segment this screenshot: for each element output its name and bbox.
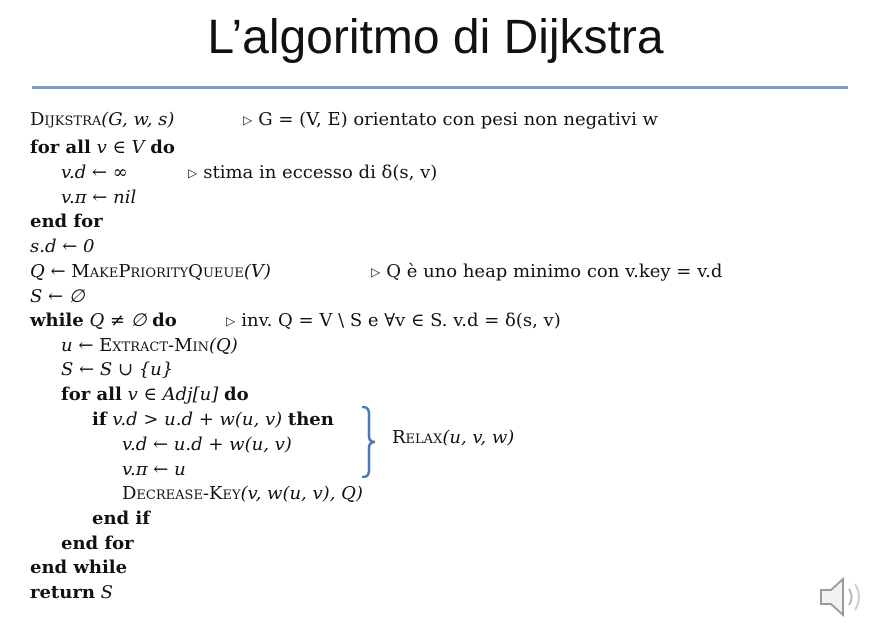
line-decrease-key: Decrease-Key(v, w(u, v), Q) (122, 483, 363, 504)
procedure-header (30, 108, 174, 132)
line-make-queue: Q ← MakePriorityQueue(V) (30, 261, 271, 282)
line-for-adj: for all v ∈ Adj[u] do (61, 384, 249, 405)
relax-annotation: Relax(u, v, w) (392, 427, 515, 448)
line-while: while Q ≠ ∅ do (30, 310, 177, 331)
line-init-d: v.d ← ∞ (61, 162, 128, 183)
line-end-for: end for (30, 211, 103, 232)
line-update-d: v.d ← u.d + w(u, v) (122, 434, 292, 455)
make-queue-comment: ▷ Q è uno heap minimo con v.key = v.d (371, 261, 723, 282)
procedure-name: Dijkstra (30, 109, 102, 130)
line-for-all: for all v ∈ V do (30, 137, 175, 158)
line-if: if v.d > u.d + w(u, v) then (92, 409, 334, 430)
line-end-while: end while (30, 557, 128, 578)
line-extract-min: u ← Extract-Min(Q) (61, 335, 238, 356)
while-invariant-comment: ▷ inv. Q = V \ S e ∀v ∈ S. v.d = δ(s, v) (226, 310, 561, 331)
line-add-to-s: S ← S ∪ {u} (61, 359, 174, 380)
comment-triangle-icon: ▷ (371, 265, 381, 279)
line-update-pi: v.π ← u (122, 459, 186, 480)
line-init-pi: v.π ← nil (61, 187, 137, 208)
right-brace-icon (362, 406, 376, 478)
header-comment: ▷ G = (V, E) orientato con pesi non negativi w (243, 109, 658, 130)
line-return: return S (30, 582, 113, 603)
line-init-s: S ← ∅ (30, 286, 85, 307)
line-source-init: s.d ← 0 (30, 236, 95, 257)
comment-triangle-icon: ▷ (188, 166, 198, 180)
speaker-icon[interactable] (818, 574, 868, 620)
init-d-comment: ▷ stima in eccesso di δ(s, v) (188, 162, 438, 183)
comment-triangle-icon: ▷ (243, 113, 253, 127)
line-end-if: end if (92, 508, 150, 529)
title-rule (32, 86, 848, 89)
procedure-args: (G, w, s) (101, 109, 175, 130)
slide-title: L’algoritmo di Dijkstra (207, 11, 664, 64)
line-end-for-inner: end for (61, 533, 134, 554)
comment-triangle-icon: ▷ (226, 314, 236, 328)
